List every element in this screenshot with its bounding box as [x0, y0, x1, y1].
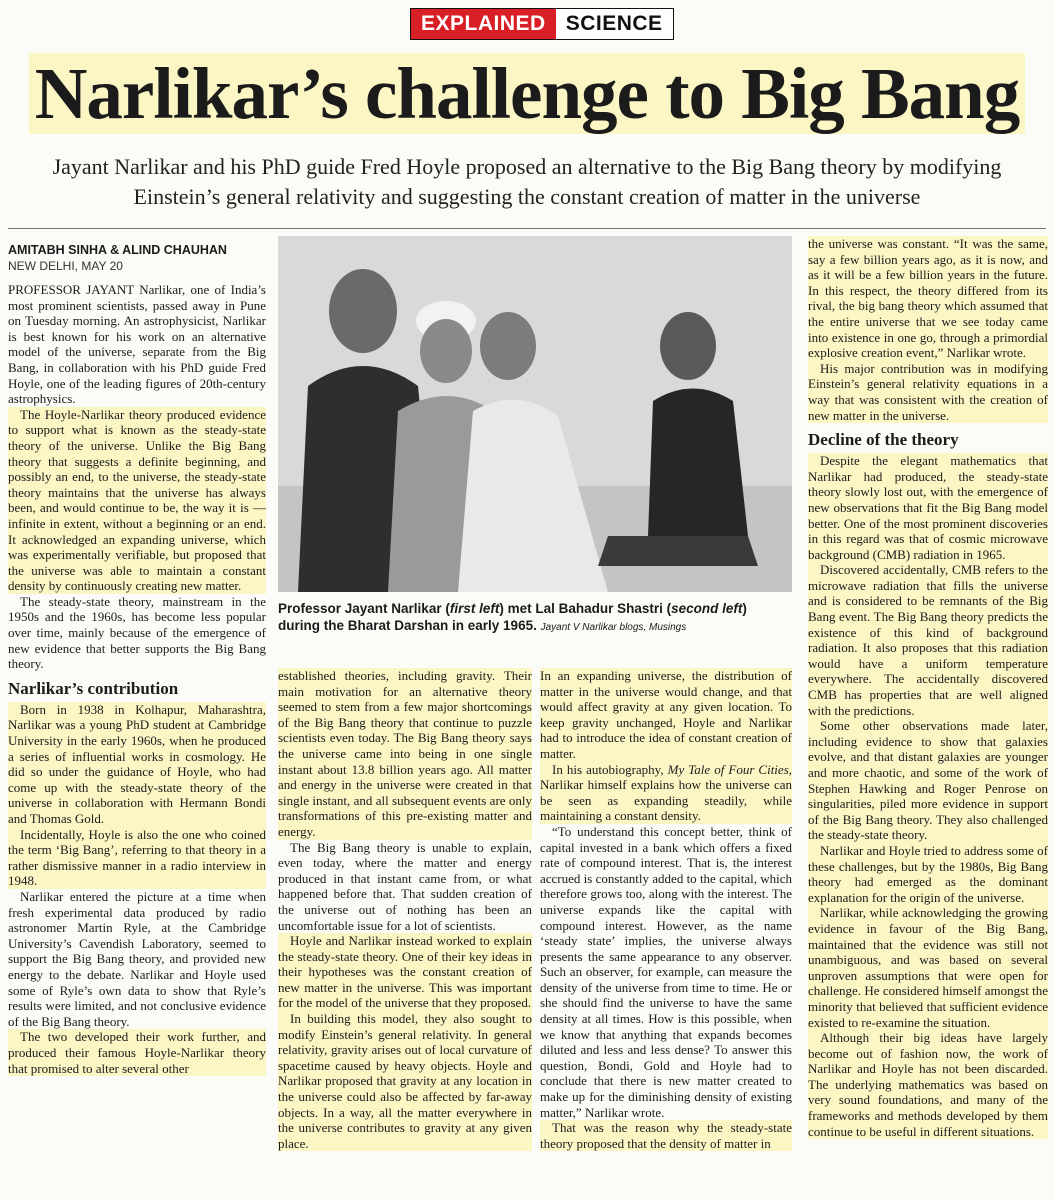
headline — [0, 44, 1054, 144]
article-column-4 — [808, 236, 1048, 1139]
paragraph: Incidentally, Hoyle is also the one who coined the term ‘Big Bang’, referring to that theory in a rather dismissive manner in a radio interview in 1948. — [8, 826, 266, 889]
kicker-science: SCIENCE — [556, 9, 673, 39]
paragraph: established theories, including gravity. Their main motivation for an alternative theory seemed to stem from a few major shortcomings of the Big Bang theory that continue to puzzle scientists even today. The Big Bang theory says the universe came into being in one single instant about 13.8 billion years ago. All matter and energy in the universe were created in that single instant, and all subsequent events are only transformations of this pre-existing matter and energy. — [278, 668, 532, 839]
archival-photo — [278, 236, 792, 592]
paragraph: Discovered accidentally, CMB refers to the microwave radiation that fills the universe and is considered to be remnants of the Big Bang event. The Big Bang theory predicts the existence of this kind of background radiation. It also proposes that this radiation would have a uniform temperature everywhere. The accidentally discovered CMB has properties that are well aligned with the predictions. — [808, 562, 1048, 718]
headline-text: Narlikar’s challenge to Big Bang — [29, 53, 1026, 134]
photo-icon — [278, 236, 792, 592]
paragraph: The Hoyle-Narlikar theory produced evidence to support what is known as the steady-state theory of the universe. Unlike the Big Bang theory that suggests a definite beginning, and possibly an end, to the universe, the steady-state theory maintains that the universe has always been, and would continue to be, the way it is — infinite in extent, without a beginning or an end. It acknowledged an expanding universe, which was experimentally verifiable, but proposed that the universe was able to maintain a constant density by continuously creating new matter. — [8, 406, 266, 594]
caption-text: Professor Jayant Narlikar ( — [278, 601, 450, 616]
caption-text: ) met Lal Bahadur Shastri ( — [499, 601, 672, 616]
photo-caption — [278, 600, 792, 636]
paragraph: The Big Bang theory is unable to explain, even today, where the matter and energy produced in that instant came from, or what happened before that. That sudden creation of the universe out of nothing has been an uncomfortable issue for a lot of scientists. — [278, 839, 532, 933]
paragraph-text: In his autobiography, — [552, 761, 668, 777]
section-kicker — [410, 8, 674, 40]
paragraph: the universe was constant. “It was the same, say a few billion years ago, as it is now, and as it will be a few billion years in the future. In this respect, the theory differed from its rival, the big bang theory which assumed that the entire universe that we see today came into existence in one go, through a primordial explosive creation event,” Narlikar wrote. — [808, 236, 1048, 361]
paragraph: Born in 1938 in Kolhapur, Maharashtra, Narlikar was a young PhD student at Cambridge University in the early 1960s, when he produced a series of influential works in cosmology. He did so under the guidance of Hoyle, who had come up with the steady-state theory of the universe in collaboration with Hermann Bondi and Thomas Gold. — [8, 701, 266, 826]
paragraph: Narlikar entered the picture at a time when fresh experimental data produced by radio astronomer Martin Ryle, at the Cambridge University’s Cavendish Laboratory, seemed to support the Big Bang theory, and provided new energy to the debate. Narlikar and Hoyle used some of Ryle’s own data to show that Ryle’s results were limited, and not conclusive evidence of the Big Bang theory. — [8, 888, 266, 1029]
subhead-decline: Decline of the theory — [808, 430, 959, 450]
divider — [8, 228, 1046, 229]
caption-italic: first left — [449, 601, 500, 616]
paragraph: “To understand this concept better, think of capital invested in a bank which offers a fixed rate of compound interest. That is, the interest accrued is constantly added to the capital, which therefore grows too, along with the interest. The universe expands like the capital with compound interest. However, as the name ‘steady state’ implies, the universe always presents the same appearance to any observer. Such an observer, for example, can measure the density of the universe from time to time. He or she should find the universe to have the same density at all times. How is this possible, when we know that anything that expands becomes diluted and less and less dense? To answer this question, Bondi, Gold and Hoyle had to conclude that there is new matter created to make up for the diminishing density of existing matter,” Narlikar wrote. — [540, 823, 792, 1120]
paragraph: In an expanding universe, the distribution of matter in the universe would change, and that would affect gravity at any given location. To keep gravity unchanged, Hoyle and Narlikar had to introduce the idea of constant creation of matter. — [540, 668, 792, 761]
kicker-explained: EXPLAINED — [411, 9, 556, 39]
book-title: My Tale of Four Cities — [667, 761, 789, 777]
paragraph: Narlikar and Hoyle tried to address some of these challenges, but by the 1980s, Big Bang theory had emerged as the dominant explanation for the origin of the universe. — [808, 842, 1048, 905]
paragraph: Although their big ideas have largely become out of fashion now, the work of Narlikar and Hoyle has not been discarded. The underlying mathematics was based on very sound foundations, and many of the frameworks and methods developed by them continue to be useful in different situations. — [808, 1030, 1048, 1139]
paragraph — [540, 762, 792, 824]
article-column-2 — [278, 668, 532, 1151]
paragraph: Narlikar, while acknowledging the growing evidence in favour of the Big Bang, maintained that the evidence was still not unambiguous, and was based on several unproven assumptions that were open for challenge. He considered himself amongst the minority that believed that sufficient evidence existed to re-examine the situation. — [808, 905, 1048, 1030]
photo-credit: Jayant V Narlikar blogs, Musings — [540, 622, 687, 633]
paragraph: In building this model, they also sought to modify Einstein’s general relativity. In general relativity, gravity arises out of local curvature of spacetime caused by heavy objects. Hoyle and Narlikar proposed that gravity at any location in the universe could also be affected by far-away objects. In a way, all the matter everywhere in the universe contributes to gravity at any given place. — [278, 1011, 532, 1151]
article-column-3 — [540, 668, 792, 1151]
article-column-1 — [8, 242, 266, 1076]
paragraph: The steady-state theory, mainstream in the 1950s and the 1960s, has become less popular over time, mainly because of the emergence of new evidence that better supports the Big Bang theory. — [8, 593, 266, 672]
subhead-contribution: Narlikar’s contribution — [8, 678, 179, 698]
paragraph: That was the reason why the steady-state theory proposed that the density of matter in — [540, 1120, 792, 1151]
standfirst: Jayant Narlikar and his PhD guide Fred Hoyle proposed an alternative to the Big Bang theory by modifying Einstein’s general relativity and suggesting the constant creation of matter in the universe — [52, 154, 1002, 209]
paragraph: PROFESSOR JAYANT Narlikar, one of India’s most prominent scientists, passed away in Pune on Tuesday morning. An astrophysicist, Narlikar is best known for his work on an alternative model of the universe, separate from the Big Bang, in collaboration with his PhD guide Fred Hoyle, one of the leading figures of 20th-century astrophysics. — [8, 282, 266, 407]
paragraph: Despite the elegant mathematics that Narlikar had produced, the steady-state theory slowly lost out, with the emergence of new observations that fit the Big Bang model better. One of the most prominent discoveries in this regard was that of cosmic microwave background (CMB) radiation in 1965. — [808, 453, 1048, 562]
paragraph: Hoyle and Narlikar instead worked to explain the steady-state theory. One of their key ideas in their hypotheses was the constant creation of new matter in the universe. This was important for the model of the universe that they proposed. — [278, 933, 532, 1011]
paragraph: The two developed their work further, and produced their famous Hoyle-Narlikar theory that promised to alter several other — [8, 1029, 266, 1076]
paragraph: Some other observations made later, including evidence to show that galaxies evolve, and that distant galaxies are younger and more chaotic, and some of the work of Stephen Hawking and Roger Penrose on singularities, piled more evidence in support of the Big Bang theory. They also challenged the steady-state theory. — [808, 718, 1048, 843]
dateline: NEW DELHI, MAY 20 — [8, 259, 123, 273]
caption-text: ) during the Bharat Darshan in early 1965. — [278, 601, 747, 633]
paragraph: His major contribution was in modifying Einstein’s general relativity equations in a way that was consistent with the creation of new matter in the universe. — [808, 360, 1048, 423]
byline: AMITABH SINHA & ALIND CHAUHAN — [8, 243, 227, 257]
caption-italic: second left — [671, 601, 743, 616]
paragraph-text: , Narlikar himself explains how the universe can be seen as expanding steadily, while maintaining a constant density. — [540, 761, 793, 824]
